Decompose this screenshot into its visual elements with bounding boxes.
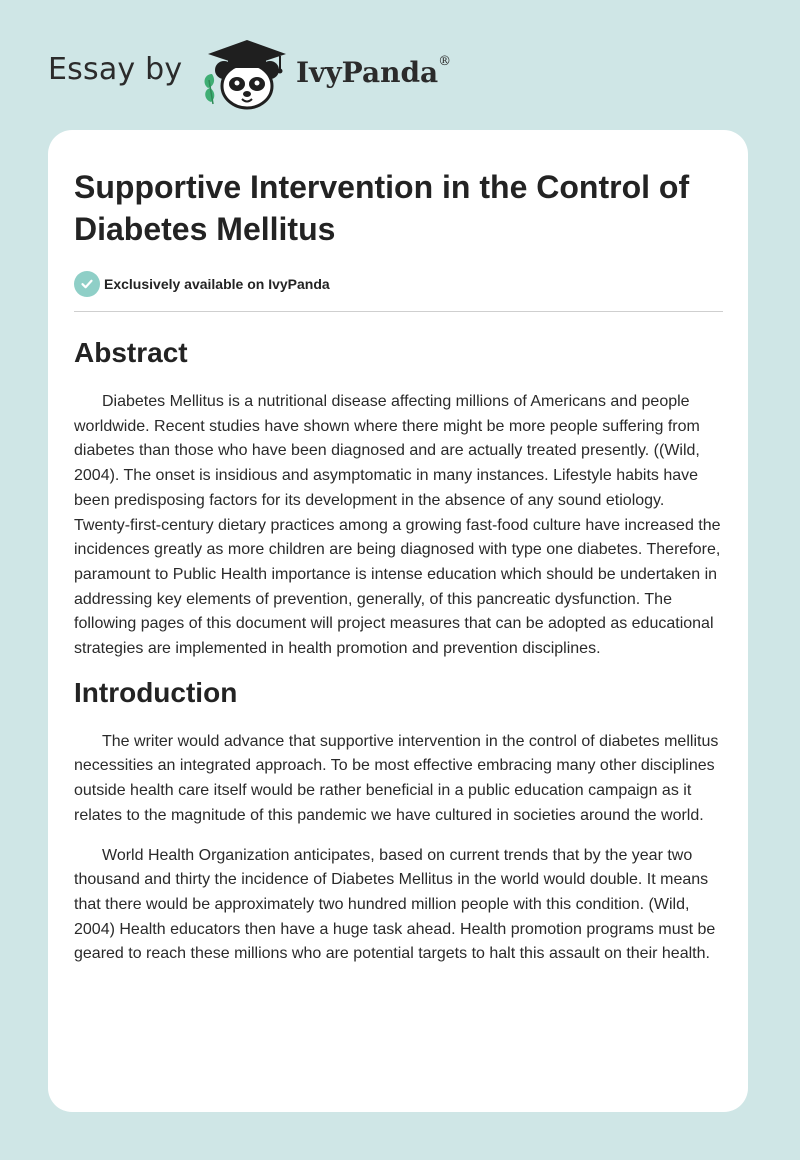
brand-name[interactable]: IvyPanda® bbox=[296, 54, 452, 89]
panda-logo-icon[interactable] bbox=[200, 34, 292, 110]
check-icon bbox=[74, 271, 100, 297]
abstract-paragraph: Diabetes Mellitus is a nutritional disease affecting millions of Americans and people worldwide. Recent studies have shown where there might be more people suffering from diabetes than those who have been diagnosed and are actually treated presently. ((Wild, 2004). The onset is insidious and asymptomatic in many instances. Lifestyle habits have been predisposing factors for its development in the absence of any sound etiology. Twenty-first-century dietary practices among a growing fast-food culture have increased the incidences greatly as more children are being diagnosed with type one diabetes. Therefore, paramount to Public Health importance is intense education which should be undertaken in addressing key elements of prevention, generally, of this pancreatic dysfunction. The following pages of this document will project measures that can be adopted as educational strategies are implemented in health promotion and prevention disciplines. bbox=[74, 393, 721, 658]
introduction-paragraph-2: World Health Organization anticipates, based on current trends that by the year two thousand and thirty the incidence of Diabetes Mellitus in the world would double. It means that there would be approximately two hundred million people with this condition. (Wild, 2004) Health educators then have a huge task ahead. Health promotion programs must be geared to reach these millions who are potential targets to halt this assault on their health. bbox=[74, 846, 716, 963]
exclusive-badge bbox=[74, 270, 723, 298]
abstract-heading: Abstract bbox=[74, 337, 188, 368]
page-title: Supportive Intervention in the Control of Diabetes Mellitus bbox=[74, 169, 690, 247]
divider bbox=[74, 311, 723, 312]
exclusive-label: Exclusively available on IvyPanda bbox=[104, 276, 330, 292]
ivy-leaf-icon bbox=[205, 74, 215, 104]
introduction-paragraph-1: The writer would advance that supportive intervention in the control of diabetes mellitus necessities an integrated approach. To be most effective embracing many other disciplines outside health care itself would be rather beneficial in a public education campaign as it relates to the magnitude of this pandemic we have cultured in societies around the world. bbox=[74, 732, 719, 824]
registered-mark: ® bbox=[438, 54, 452, 69]
essay-card bbox=[48, 130, 748, 1112]
essay-content bbox=[74, 166, 723, 967]
introduction-heading: Introduction bbox=[74, 676, 238, 708]
brand-header bbox=[48, 34, 468, 110]
brand-prefix: Essay by bbox=[48, 52, 183, 87]
